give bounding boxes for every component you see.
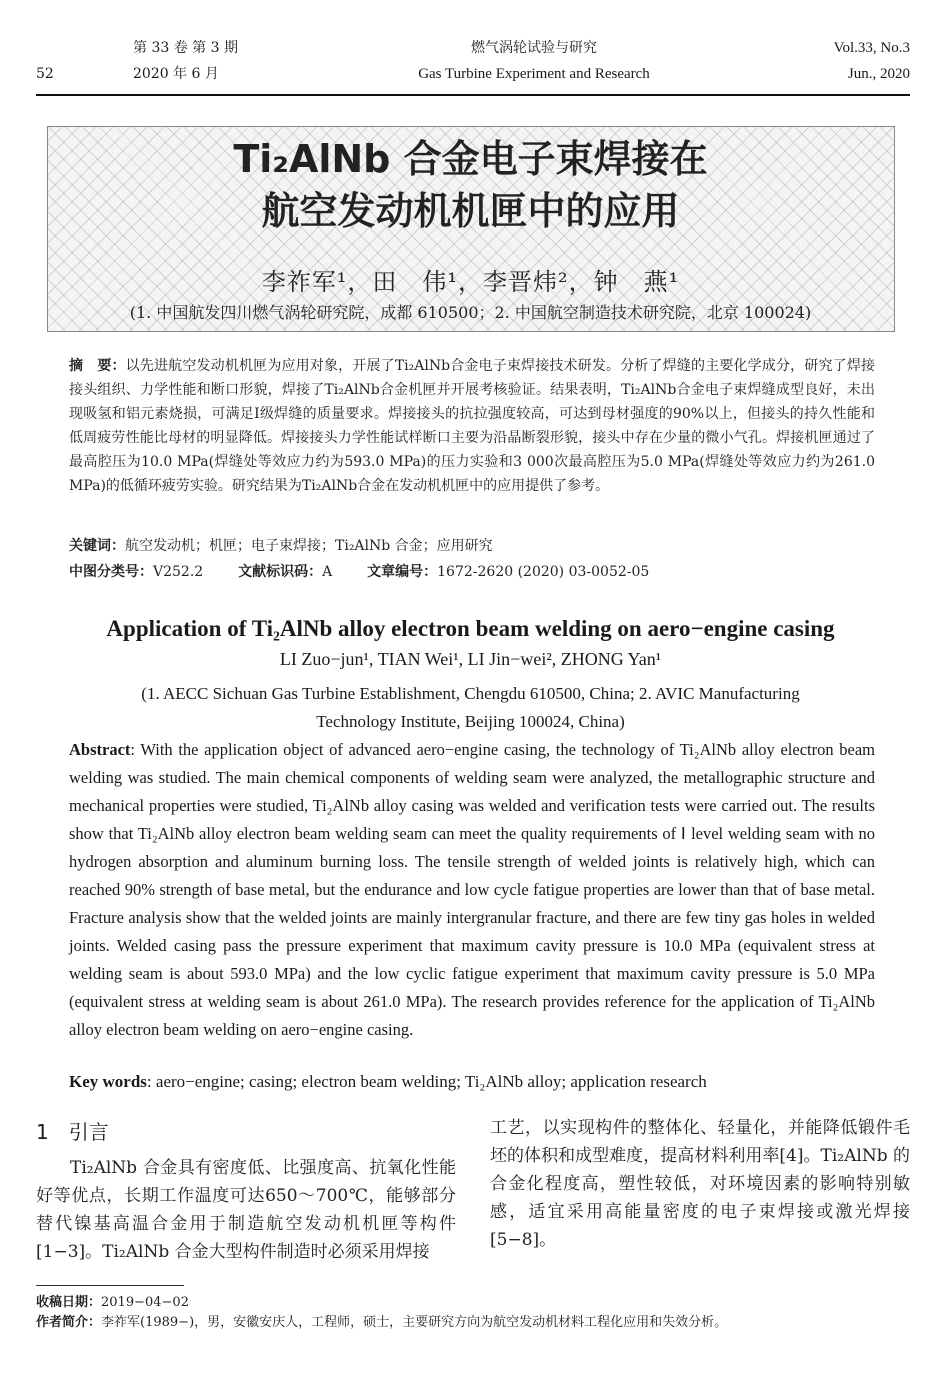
title-cn-line2: 航空发动机机匣中的应用 xyxy=(261,189,680,233)
journal-name-en: Gas Turbine Experiment and Research xyxy=(418,66,650,82)
keywords-cn xyxy=(69,535,493,555)
keywords-en-text: : aero−engine; casing; electron beam welding; Ti₂AlNb alloy; application research xyxy=(146,1072,707,1091)
authors-en: LI Zuo−jun¹, TIAN Wei¹, LI Jin−wei², ZHONG Yan¹ xyxy=(279,649,662,669)
keywords-en xyxy=(69,1072,707,1092)
date-cn: 2020 年 6 月 xyxy=(133,66,219,82)
volume-en: Vol.33, No.3 xyxy=(833,40,910,56)
classification-cn xyxy=(69,561,649,581)
article-no-label: 文章编号： xyxy=(367,564,438,580)
intro-text-right: 工艺，以实现构件的整体化、轻量化，并能降低锻件毛坯的体积和成型难度，提高材料利用率[4]。Ti₂AlNb 的合金化程度高，塑性较低，对环境因素的影响特别敏感，适宜采用高能量密度的电子束焊接或激光焊接[5−8]。 xyxy=(490,1118,910,1250)
article-no-value: 1672-2620 (2020) 03-0052-05 xyxy=(437,564,650,580)
doc-code-label: 文献标识码： xyxy=(238,564,323,580)
abstract-cn-text: 以先进航空发动机机匣为应用对象，开展了Ti₂AlNb合金电子束焊接技术研发。分析了焊缝的主要化学成分，研究了焊接接头组织、力学性能和断口形貌，焊接了Ti₂AlNb合金机匣并开展考核验证。结果表明，Ti₂AlNb合金电子束焊缝成型良好，未出现吸氢和铝元素烧损，可满足Ⅰ级焊缝的质量要求。焊接接头的抗拉强度较高，可达到母材强度的90%以上，但接头的持久性能和低周疲劳性能比母材的明显降低。焊接接头力学性能试样断口主要为沿晶断裂形貌，接头中存在少量的微小气孔。焊接机匣通过了最高腔压为10.0 MPa(焊缝处等效应力约为593.0 MPa)的压力实验和3 000次最高腔压为5.0 MPa(焊缝处等效应力约为261.0 MPa)的低循环疲劳实验。研究结果为Ti₂AlNb合金在发动机机匣中的应用提供了参考。 xyxy=(69,358,876,494)
affiliation-cn: (1. 中国航发四川燃气涡轮研究院，成都 610500；2. 中国航空制造技术研究院，北京 100024) xyxy=(129,303,812,322)
journal-name-cn: 燃气涡轮试验与研究 xyxy=(471,40,597,56)
clc-label: 中图分类号： xyxy=(69,564,153,580)
author-bio-value: 李祚军(1989−)，男，安徽安庆人，工程师，硕士，主要研究方向为航空发动机材料工程化应用和失效分析。 xyxy=(101,1315,728,1330)
author-bio-label: 作者简介： xyxy=(36,1315,102,1330)
keywords-cn-label: 关键词： xyxy=(69,538,125,554)
abstract-cn-label: 摘 要： xyxy=(69,358,126,374)
volume-issue-cn: 第 33 卷 第 3 期 xyxy=(133,40,238,56)
header-rule xyxy=(36,94,910,96)
title-cn-line1: Ti₂AlNb 合金电子束焊接在 xyxy=(233,137,708,181)
received-value: 2019−04−02 xyxy=(101,1295,189,1310)
received-label: 收稿日期： xyxy=(36,1295,102,1310)
section-heading: 1 引言 xyxy=(36,1120,109,1144)
keywords-en-label: Key words xyxy=(69,1072,147,1091)
abstract-en-text: : With the application object of advanced aero−engine casing, the technology of Ti₂AlNb alloy electron beam welding was studied. The main chemical components of welding seam were analyzed, the metallographic structure and mechanical properties were studied, Ti₂AlNb alloy casing was welded and verification tests were carried out. The results show that Ti₂AlNb alloy electron beam welding seam can meet the quality requirements of Ⅰ level welding seam with no hydrogen absorption and aluminum burning loss. The tensile strength of welded joints is relatively high, which can reached 90% strength of base metal, but the endurance and low cycle fatigue properties are lower than that of base metal. Fracture analysis show that the welded joints are mainly intergranular fracture, and there are few tiny gas holes in welded joints. Welded casing pass the pressure experiment that maximum cavity pressure is 10.0 MPa (equivalent stress at welding seam is about 593.0 MPa) and the low cyclic fatigue experiment that maximum cavity pressure is 5.0 MPa (equivalent stress at welding seam is about 261.0 MPa). The research provides reference for the application of Ti₂AlNb alloy electron beam welding on aero−engine casing. xyxy=(69,740,875,1039)
abstract-en-label: Abstract xyxy=(69,740,131,759)
date-en: Jun., 2020 xyxy=(847,66,910,82)
abstract-cn xyxy=(69,354,875,498)
clc-value: V252.2 xyxy=(153,564,204,580)
keywords-cn-text: 航空发动机；机匣；电子束焊接；Ti₂AlNb 合金；应用研究 xyxy=(125,538,493,554)
author-bio xyxy=(36,1311,727,1330)
received-date xyxy=(36,1291,189,1310)
page-number: 52 xyxy=(36,66,54,82)
affiliation-en: (1. AECC Sichuan Gas Turbine Establishment, Chengdu 610500, China; 2. AVIC Manufacturing Technology Institute, Beijing 100024, China) xyxy=(141,684,800,731)
abstract-en xyxy=(69,736,875,1044)
doc-code-value: A xyxy=(322,564,333,580)
title-en: Application of Ti₂AlNb alloy electron beam welding on aero−engine casing xyxy=(106,616,835,641)
authors-cn: 李祚军¹，田 伟¹，李晋炜²，钟 燕¹ xyxy=(261,268,680,296)
footnote-rule xyxy=(36,1285,184,1286)
intro-text-left: Ti₂AlNb 合金具有密度低、比强度高、抗氧化性能好等优点，长期工作温度可达650～700℃，能够部分替代镍基高温合金用于制造航空发动机机匣等构件[1−3]。Ti₂AlNb 合金大型构件制造时必须采用焊接 xyxy=(36,1158,456,1262)
